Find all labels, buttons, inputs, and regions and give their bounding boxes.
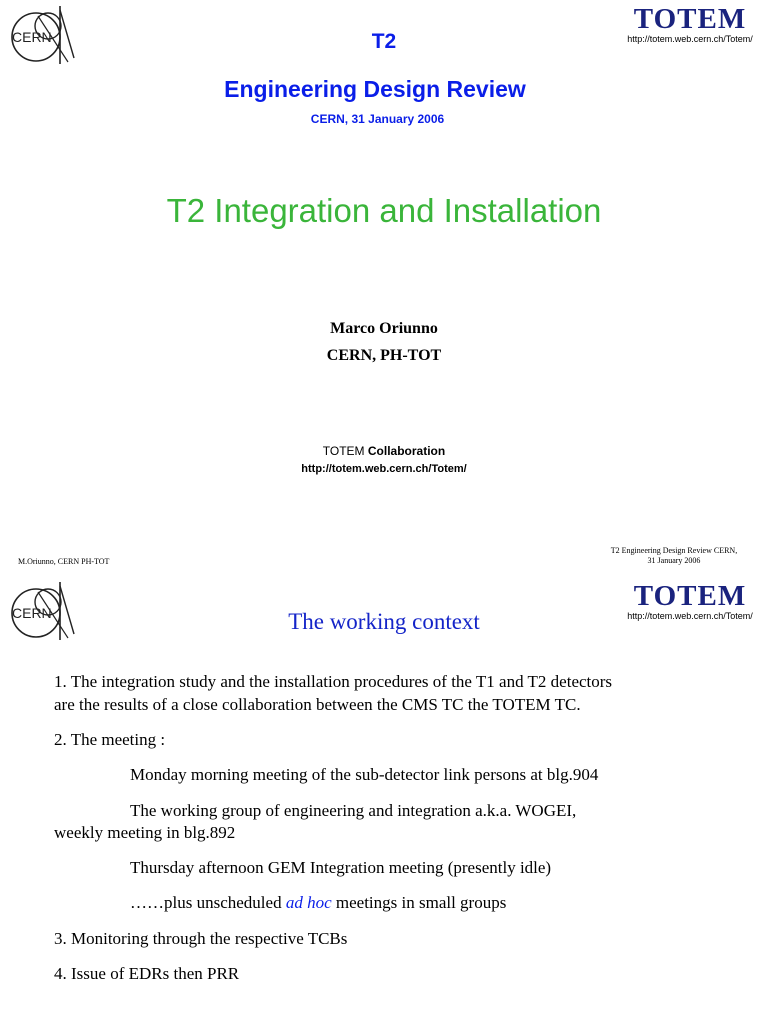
totem-logo-url: http://totem.web.cern.ch/Totem/ bbox=[627, 34, 753, 44]
main-title: T2 Integration and Installation bbox=[166, 192, 602, 229]
author-name: Marco Oriunno bbox=[330, 320, 438, 337]
footer-event bbox=[590, 546, 758, 566]
header-subtitle: Engineering Design Review bbox=[224, 76, 526, 102]
item-2d-prefix: ……plus unscheduled bbox=[130, 893, 286, 912]
item-2a: Monday morning meeting of the sub-detector link persons at blg.904 bbox=[130, 765, 599, 784]
totem-logo-slide2-url: http://totem.web.cern.ch/Totem/ bbox=[627, 611, 753, 621]
footer-event-line2: 31 January 2006 bbox=[647, 556, 701, 565]
item-2d-italic: ad hoc bbox=[285, 893, 332, 912]
footer-event-line1: T2 Engineering Design Review CERN, bbox=[610, 546, 738, 555]
totem-logo-text: TOTEM bbox=[633, 3, 747, 35]
item-2b-line1: The working group of engineering and integration a.k.a. WOGEI, bbox=[130, 801, 577, 820]
header-title: T2 bbox=[371, 30, 397, 53]
item-2: 2. The meeting : bbox=[54, 730, 166, 749]
header-date: CERN, 31 January 2006 bbox=[310, 112, 445, 126]
collaboration-prefix: TOTEM bbox=[322, 444, 365, 458]
item-2d-suffix: meetings in small groups bbox=[331, 893, 507, 912]
item-2d bbox=[130, 893, 506, 913]
author-affiliation: CERN, PH-TOT bbox=[326, 347, 442, 364]
item-4: 4. Issue of EDRs then PRR bbox=[54, 964, 240, 983]
collaboration-suffix: Collaboration bbox=[364, 444, 446, 458]
collaboration-line bbox=[0, 444, 768, 458]
cern-logo-text: CERN bbox=[12, 29, 52, 45]
item-1-line2: are the results of a close collaboration between the CMS TC the TOTEM TC. bbox=[54, 695, 581, 714]
totem-logo-slide2-text: TOTEM bbox=[633, 580, 747, 612]
item-3: 3. Monitoring through the respective TCBs bbox=[54, 929, 348, 948]
collaboration-url: http://totem.web.cern.ch/Totem/ bbox=[301, 463, 467, 475]
item-2c: Thursday afternoon GEM Integration meeting (presently idle) bbox=[130, 858, 552, 877]
footer-author: M.Oriunno, CERN PH-TOT bbox=[18, 557, 110, 566]
item-2b-line2: weekly meeting in blg.892 bbox=[54, 823, 236, 842]
slide2-title: The working context bbox=[288, 609, 480, 634]
item-1-line1: 1. The integration study and the installation procedures of the T1 and T2 detectors bbox=[54, 672, 613, 691]
cern-logo-slide2-text: CERN bbox=[12, 605, 52, 621]
